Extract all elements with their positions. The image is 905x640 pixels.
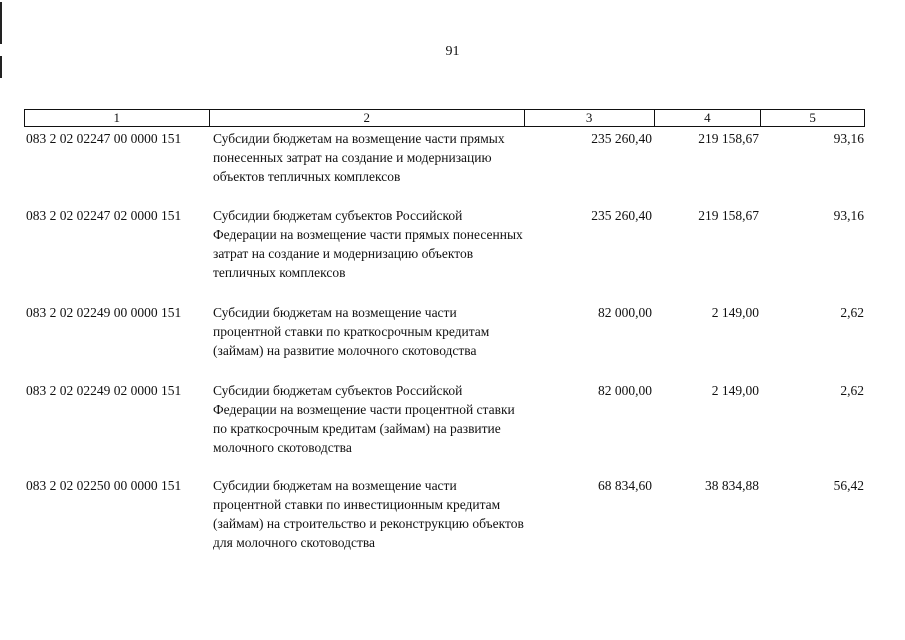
row-description: Субсидии бюджетам на возмещение части процентной ставки по краткосрочным кредитам (займам) на развитие молочного скотоводства bbox=[213, 305, 490, 358]
table-row bbox=[24, 381, 865, 476]
table-row bbox=[24, 129, 865, 206]
percent-executed: 93,16 bbox=[833, 131, 864, 146]
budget-code: 083 2 02 02247 00 0000 151 bbox=[26, 131, 182, 146]
budget-code: 083 2 02 02249 02 0000 151 bbox=[26, 383, 182, 398]
column-header-2: 2 bbox=[210, 110, 525, 126]
planned-amount: 68 834,60 bbox=[598, 478, 652, 493]
planned-amount: 235 260,40 bbox=[591, 208, 652, 223]
percent-executed: 56,42 bbox=[833, 478, 864, 493]
budget-code: 083 2 02 02247 02 0000 151 bbox=[26, 208, 182, 223]
row-description: Субсидии бюджетам на возмещение части прямых понесенных затрат на создание и модернизацию объектов тепличных комплексов bbox=[213, 131, 505, 184]
table-row bbox=[24, 476, 865, 596]
row-description: Субсидии бюджетам на возмещение части процентной ставки по инвестиционным кредитам (займам) на строительство и реконструкцию объектов для молочного скотоводства bbox=[213, 478, 524, 550]
planned-amount: 235 260,40 bbox=[591, 131, 652, 146]
actual-amount: 2 149,00 bbox=[711, 305, 759, 320]
budget-code: 083 2 02 02249 00 0000 151 bbox=[26, 305, 182, 320]
actual-amount: 219 158,67 bbox=[698, 208, 759, 223]
table-header bbox=[24, 109, 865, 127]
percent-executed: 2,62 bbox=[840, 383, 864, 398]
column-header-5: 5 bbox=[809, 110, 816, 125]
table-row bbox=[24, 206, 865, 303]
scan-edge-mark bbox=[0, 2, 2, 44]
column-header-4: 4 bbox=[655, 110, 762, 126]
column-header-3: 3 bbox=[525, 110, 655, 126]
actual-amount: 219 158,67 bbox=[698, 131, 759, 146]
column-header-1: 1 bbox=[25, 110, 210, 126]
page-number: 91 bbox=[445, 44, 460, 59]
percent-executed: 93,16 bbox=[833, 208, 864, 223]
budget-table bbox=[24, 109, 865, 596]
actual-amount: 2 149,00 bbox=[711, 383, 759, 398]
percent-executed: 2,62 bbox=[840, 305, 864, 320]
actual-amount: 38 834,88 bbox=[705, 478, 759, 493]
budget-code: 083 2 02 02250 00 0000 151 bbox=[26, 478, 182, 493]
row-description: Субсидии бюджетам субъектов Российской Федерации на возмещение части прямых понесенных затрат на создание и модернизацию объектов тепличных комплексов bbox=[213, 208, 523, 280]
row-description: Субсидии бюджетам субъектов Российской Федерации на возмещение части процентной ставки по краткосрочным кредитам (займам) на развитие молочного скотоводства bbox=[213, 383, 515, 455]
table-row bbox=[24, 303, 865, 381]
planned-amount: 82 000,00 bbox=[598, 305, 652, 320]
planned-amount: 82 000,00 bbox=[598, 383, 652, 398]
